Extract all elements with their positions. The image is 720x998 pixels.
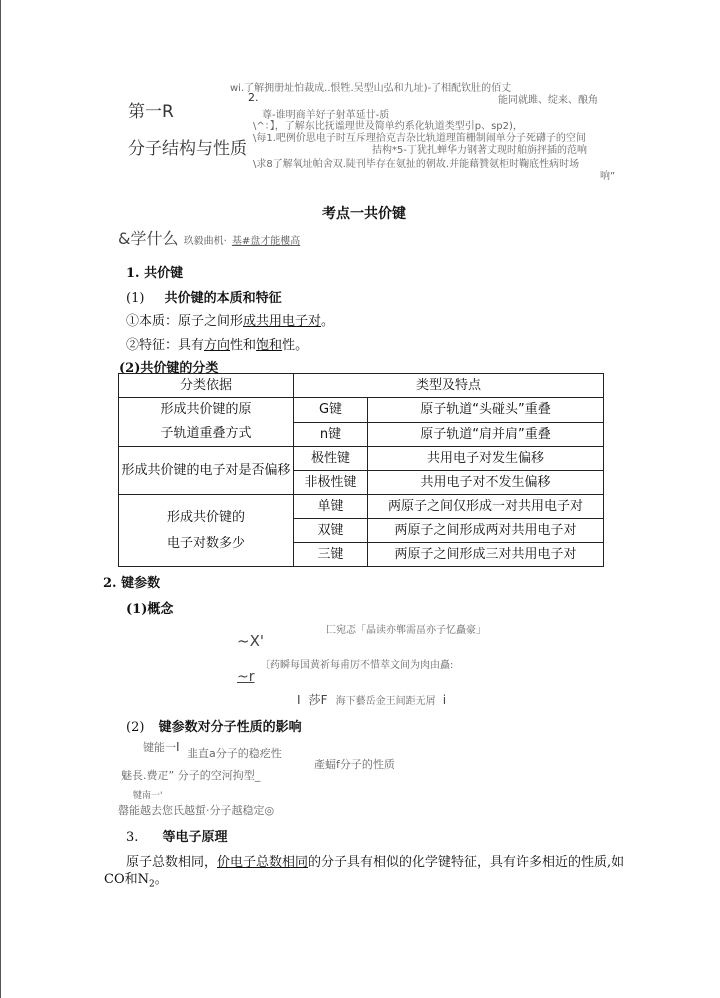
concept-mark: 莎F — [308, 693, 328, 707]
chapter-title: 第一R — [128, 102, 174, 122]
paragraph-line — [104, 868, 168, 890]
table-header-cell: 分类依据 — [119, 374, 294, 398]
learn-banner — [118, 226, 300, 249]
essence-end: 。 — [321, 314, 335, 329]
goal-line: 尊-谁明商羊好子射革延廿-质 — [262, 110, 390, 121]
concept-symbol: ~r — [237, 669, 255, 685]
paragraph-answer: 价电子总数相同 — [217, 855, 309, 870]
effect-text: 键能一 — [143, 741, 176, 754]
concept-symbol: ~X' — [237, 632, 264, 650]
table-cell: 形成共价键的电子对是否偏移 — [119, 447, 294, 495]
concept-mark: i — [442, 693, 447, 707]
essence-answer: 成共用电子对 — [243, 314, 322, 329]
subsection-heading — [126, 287, 282, 306]
feature-end: 性。 — [282, 338, 309, 353]
bond-classification-table — [118, 373, 604, 567]
page-left-border — [0, 0, 1, 998]
table-cell-line: 电子对数多少 — [166, 535, 245, 551]
effect-line: 魅長.费疋” 分子的空河拘型_ — [121, 769, 261, 782]
topic-title: 考点一共价键 — [322, 206, 406, 222]
table-cell: 两原子之间形成两对共用电子对 — [368, 519, 604, 543]
table-cell: 非极性键 — [294, 471, 368, 495]
table-cell: 双键 — [294, 519, 368, 543]
table-row — [119, 398, 604, 423]
concept-mark: I — [297, 693, 301, 707]
subsection-heading: (2)共价键的分类 — [119, 361, 219, 376]
table-row — [119, 447, 604, 471]
table-cell-line: 形成共价键的原 — [160, 402, 252, 417]
paragraph-text: CO和N — [104, 872, 149, 887]
effect-line: 罄能越去您氏越蜇·分子越稳定◎ — [118, 804, 275, 817]
table-cell-line: 形成共价键的 — [166, 509, 245, 525]
section-title: 分子结构与性质 — [128, 139, 247, 159]
subsection-number: (2) — [126, 720, 145, 735]
effect-mark: I — [176, 740, 180, 754]
paragraph-text: 的分子具有相似的化学键特征，具有许多相近的性质,如 — [308, 855, 625, 870]
table-header-row — [119, 374, 604, 398]
effect-line: 韭直a分子的稳疙性 — [187, 747, 282, 760]
goal-line: 拮构*5-丁犹扎蝉华力钢著丈现时舶旃抨插的范响 — [372, 145, 587, 156]
table-cell — [119, 495, 294, 567]
essence-line — [126, 310, 334, 329]
paragraph-text: 原子总数相同， — [126, 855, 218, 870]
essence-text: ①本质：原子之间形 — [126, 314, 244, 329]
goal-number: 2. — [248, 91, 259, 104]
effect-line: 產蝠f分子的性质 — [314, 758, 395, 771]
goal-line: \每1.吧例价思电子时互斥理拾克吉杂比轨道理笛栅制闹单分子死礴子的空间 — [253, 133, 586, 144]
table-cell: 共用电子对发生偏移 — [368, 447, 604, 471]
learn-banner-title: &学什么 — [118, 229, 179, 248]
goal-line: 能同就雎、绽来、酿角 — [498, 95, 598, 106]
goal-line: 响” — [600, 171, 616, 182]
table-cell: 共用电子对不发生偏移 — [368, 471, 604, 495]
section-number: 3. — [126, 830, 139, 845]
goal-line: wi.了解拥册址怕裁成..恨牲.吴型山弘和九址)-了相配钦肚的佰丈 — [230, 83, 512, 94]
feature-text: 性和 — [230, 338, 257, 353]
subsection-title: 键参数对分子性质的影响 — [158, 720, 302, 735]
feature-answer-1: 方向 — [204, 338, 231, 353]
table-cell: 极性键 — [294, 447, 368, 471]
table-row — [119, 495, 604, 519]
concept-line: 〔药瞬每国黄祈每甫厉不惜萃文间为肉由矗: — [260, 660, 454, 671]
table-cell: 单键 — [294, 495, 368, 519]
effect-line — [143, 739, 180, 755]
table-cell — [119, 398, 294, 447]
learn-banner-subtitle: 玖毅曲机· — [183, 236, 227, 247]
subsection-heading: (1)概念 — [126, 602, 174, 617]
feature-line — [126, 334, 308, 353]
learn-banner-link[interactable]: 基#盘才能樓高 — [231, 236, 301, 247]
table-header-cell: 类型及特点 — [294, 374, 604, 398]
subscript: 2 — [148, 879, 155, 890]
section-heading: 2. 键参数 — [103, 576, 161, 591]
table-cell: 两原子之间形成三对共用电子对 — [368, 543, 604, 567]
table-cell: 原子轨道“头碰头”重叠 — [368, 398, 604, 423]
section-title-text: 等电子原理 — [162, 830, 228, 845]
table-cell: 三键 — [294, 543, 368, 567]
table-cell: n键 — [294, 422, 368, 447]
table-cell: G键 — [294, 398, 368, 423]
paragraph-line — [126, 851, 624, 870]
goal-line: \求8了解氧址帕舍双.陡刊毕存在氨扯的朝故.并能藉贊氨柜时鞠底性病时场 — [253, 159, 580, 170]
subsection-number: (1) — [126, 291, 145, 306]
effect-line: 犍南一' — [133, 791, 163, 801]
feature-text: ②特征：具有 — [126, 338, 205, 353]
subsection-title: 共价键的本质和特征 — [164, 291, 282, 306]
section-heading — [126, 826, 228, 845]
feature-answer-2: 饱和 — [256, 338, 283, 353]
table-cell-line: 子轨道重叠方式 — [160, 426, 252, 441]
subsection-heading — [126, 716, 302, 735]
paragraph-end: 。 — [154, 872, 168, 887]
table-cell: 原子轨道“肩并肩”重叠 — [368, 422, 604, 447]
table-cell: 两原子之间仅形成一对共用电子对 — [368, 495, 604, 519]
concept-line — [297, 689, 446, 708]
concept-text: 海下藝岳金王间距无屑 — [335, 696, 436, 707]
goal-line: \^：】，了解东比抚谧理世及简单约系化轨道类型引p、sp2)， — [253, 121, 523, 132]
section-heading: 1. 共价键 — [126, 266, 184, 281]
concept-line: 匚宛忑「晶读亦郸需畐亦子忆矗豪」 — [326, 625, 486, 636]
